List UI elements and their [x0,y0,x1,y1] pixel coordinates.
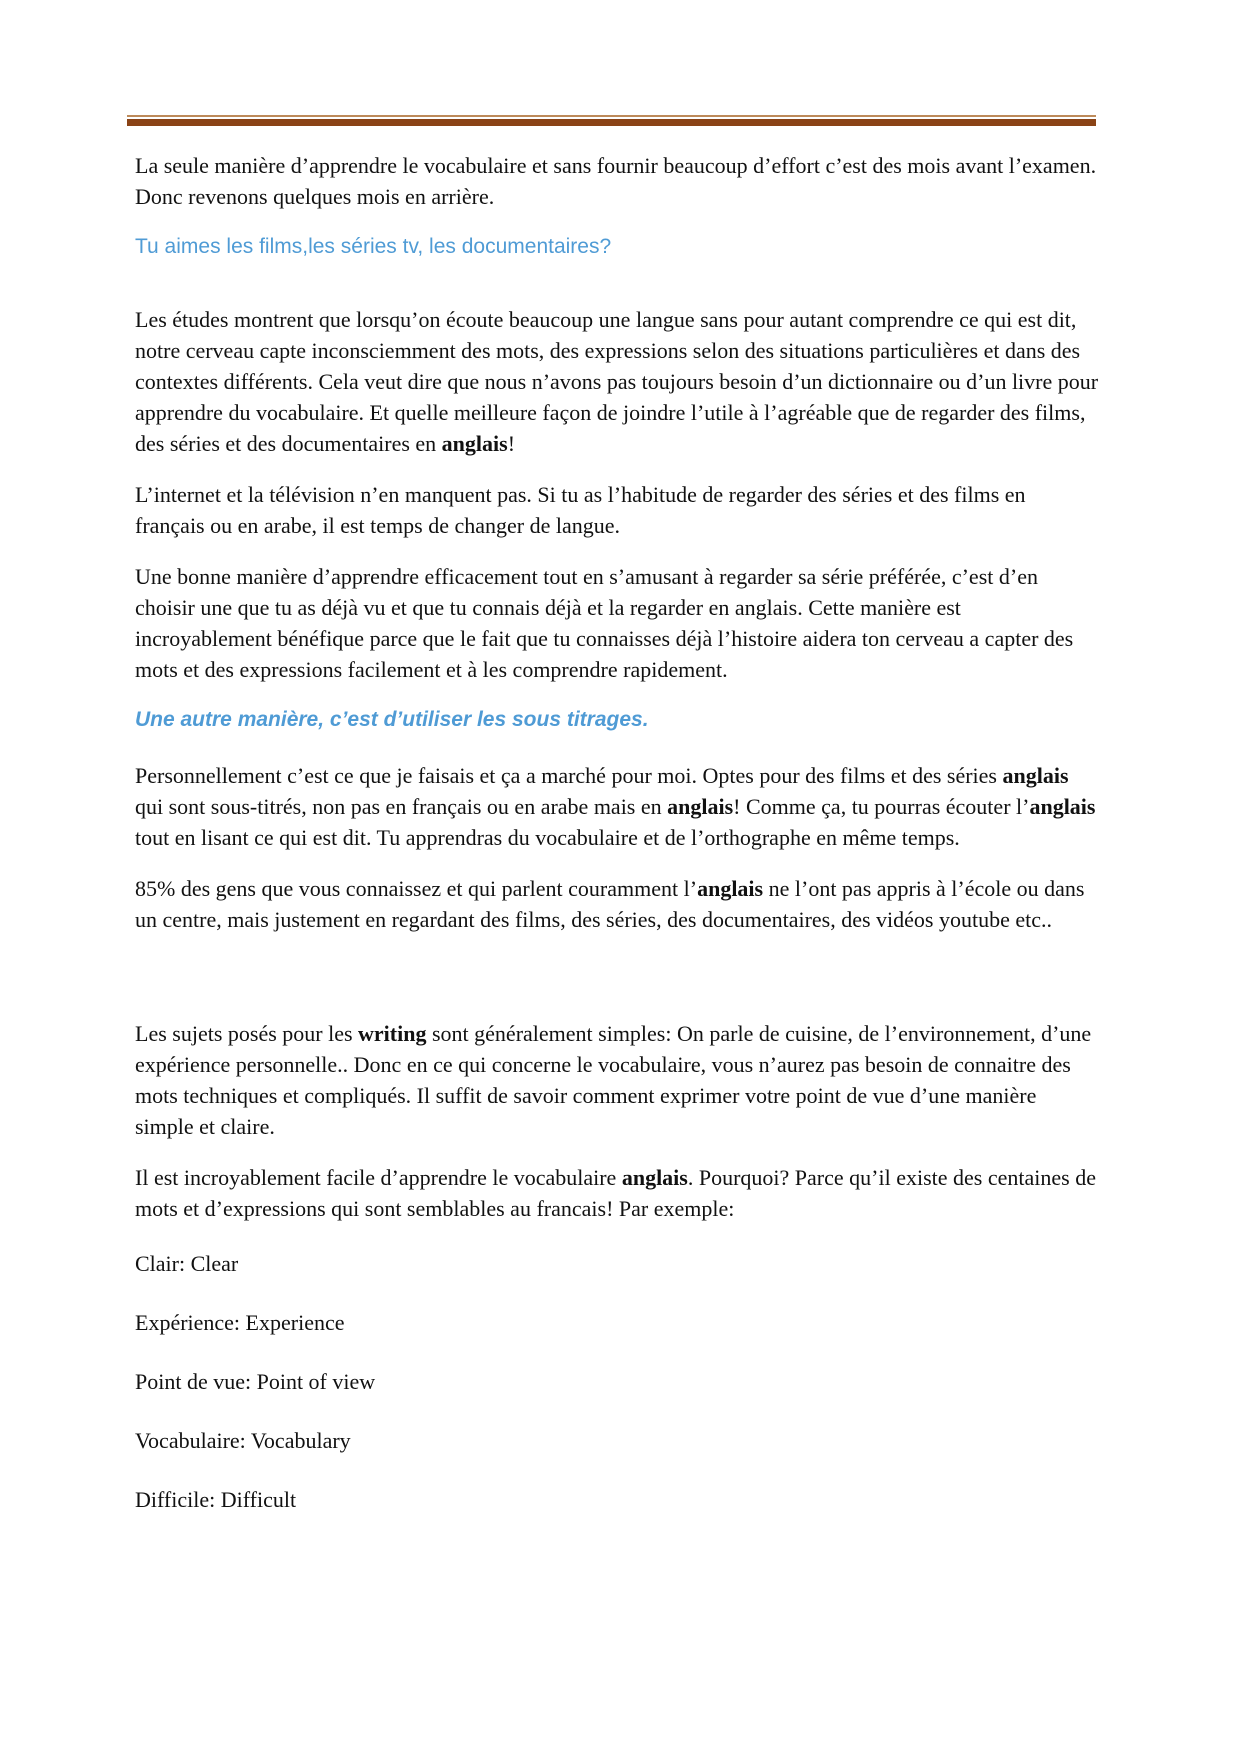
word-pair-difficult: Difficile: Difficult [135,1487,297,1512]
word-pair-clair: Clair: Clear [135,1251,239,1276]
paragraph-easy-vocabulary: Il est incroyablement facile d’apprendre le vocabulaire anglais. Pourquoi? Parce qu’il existe des centaines de mots et d’expressions qui sont semblables au francais! Par exemple: [135,1165,1096,1221]
paragraph-internet-tv: L’internet et la télévision n’en manquent pas. Si tu as l’habitude de regarder des séries et des films en français ou en arabe, il est temps de changer de langue. [135,482,1026,538]
word-pair-point-of-view: Point de vue: Point of view [135,1369,376,1394]
top-border-thick-line [127,119,1096,126]
paragraph-85-percent: 85% des gens que vous connaissez et qui parlent couramment l’anglais ne l’ont pas appris à l’école ou dans un centre, mais justement en regardant des films, des séries, des documentaires, des vidéos youtube etc.. [135,876,1085,932]
document-content [135,0,1100,1543]
paragraph-good-way: Une bonne manière d’apprendre efficacement tout en s’amusant à regarder sa série préférée, c’est d’en choisir une que tu as déjà vu et que tu connais déjà et la regarder en anglais. Cette manière est incroyablement bénéfique parce que le fait que tu connaisses déjà l’histoire aidera ton cerveau a capter des mots et des expressions facilement et à les comprendre rapidement. [135,564,1074,682]
paragraph-personal-experience: Personnellement c’est ce que je faisais et ça a marché pour moi. Optes pour des films et des séries anglais qui sont sous-titrés, non pas en français ou en arabe mais en anglais! Comme ça, tu pourras écouter l’anglais tout en lisant ce qui est dit. Tu apprendras du vocabulaire et de l’orthographe en même temps. [135,763,1096,850]
paragraph-intro: La seule manière d’apprendre le vocabulaire et sans fournir beaucoup d’effort c’est des mois avant l’examen. Donc revenons quelques mois en arrière. [135,153,1097,209]
word-pair-experience: Expérience: Experience [135,1310,345,1335]
paragraph-writing-topics: Les sujets posés pour les writing sont généralement simples: On parle de cuisine, de l’environnement, d’une expérience personnelle.. Donc en ce qui concerne le vocabulaire, vous n’aurez pas besoin de connaitre des mots techniques et compliqués. Il suffit de savoir comment exprimer votre point de vue d’une manière simple et claire. [135,1021,1092,1139]
word-pair-vocabulary: Vocabulaire: Vocabulary [135,1428,351,1453]
heading-films-question: Tu aimes les films,les séries tv, les documentaires? [135,235,612,258]
blank-paragraph-spacer [135,955,1100,998]
page-top-border [127,115,1096,126]
heading-subtitles: Une autre manière, c’est d’utiliser les sous titrages. [135,708,649,731]
paragraph-studies: Les études montrent que lorsqu’on écoute beaucoup une langue sans pour autant comprendre ce qui est dit, notre cerveau capte inconsciemment des mots, des expressions selon des situations particulières et dans des contextes différents. Cela veut dire que nous n’avons pas toujours besoin d’un dictionnaire ou d’un livre pour apprendre du vocabulaire. Et quelle meilleure façon de joindre l’utile à l’agréable que de regarder des films, des séries et des documentaires en anglais! [135,307,1099,456]
